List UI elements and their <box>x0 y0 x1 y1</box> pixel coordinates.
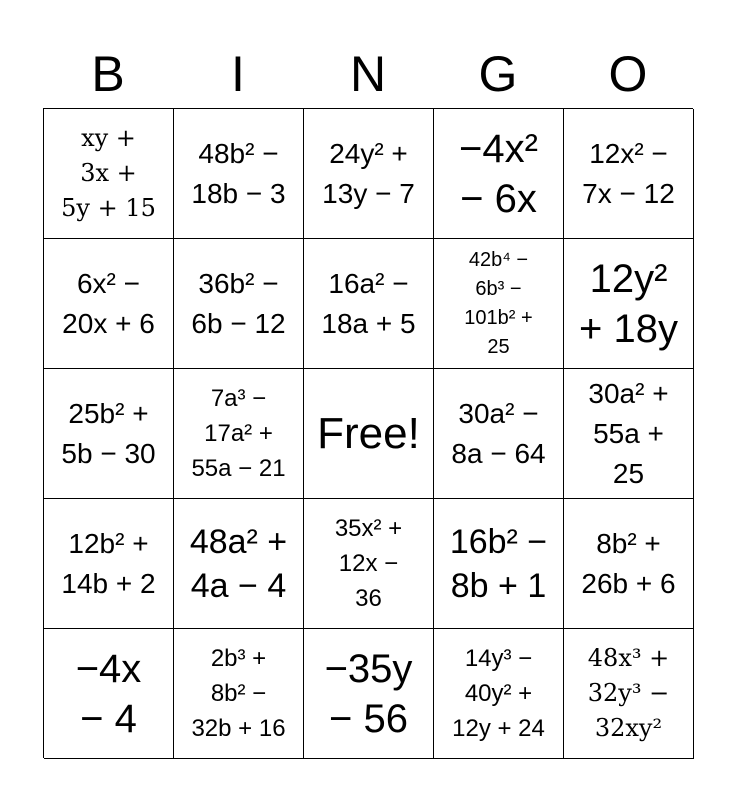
bingo-cell-free[interactable] <box>304 369 434 499</box>
bingo-cell-r3c1[interactable] <box>44 369 174 499</box>
header-letter-o: O <box>608 46 648 102</box>
bingo-cell-r2c4[interactable] <box>434 239 564 369</box>
cell-expression: −4x² − 6x <box>459 126 538 221</box>
bingo-cell-r4c1[interactable] <box>44 499 174 629</box>
header-letter-g: G <box>478 46 518 102</box>
cell-expression: −4x − 4 <box>75 646 142 741</box>
bingo-cell-r3c5[interactable] <box>564 369 694 499</box>
bingo-cell-r2c2[interactable] <box>174 239 304 369</box>
cell-expression: 16b² − 8b + 1 <box>449 522 548 605</box>
cell-expression: 8b² + 26b + 6 <box>581 527 676 599</box>
header-letter-b: B <box>91 46 125 102</box>
cell-expression: 42b⁴ − 6b³ − 101b² + 25 <box>464 248 533 358</box>
cell-expression: 48a² + 4a − 4 <box>189 522 288 605</box>
cell-expression: 6x² − 20x + 6 <box>62 267 155 339</box>
bingo-header <box>43 40 693 108</box>
bingo-cell-r4c3[interactable] <box>304 499 434 629</box>
free-space-label: Free! <box>317 408 420 458</box>
bingo-cell-r5c2[interactable] <box>174 629 304 759</box>
cell-expression: 12b² + 14b + 2 <box>61 527 156 599</box>
cell-expression: 25b² + 5b − 30 <box>61 397 156 469</box>
bingo-cell-r4c5[interactable] <box>564 499 694 629</box>
bingo-cell-r5c3[interactable] <box>304 629 434 759</box>
cell-expression: 48b² − 18b − 3 <box>191 137 286 209</box>
bingo-cell-r5c5[interactable] <box>564 629 694 759</box>
bingo-cell-r1c1[interactable] <box>44 109 174 239</box>
bingo-cell-r4c2[interactable] <box>174 499 304 629</box>
cell-expression: 30a² + 55a + 25 <box>588 377 669 489</box>
header-letter-i: I <box>231 46 245 102</box>
bingo-cell-r2c3[interactable] <box>304 239 434 369</box>
cell-expression: 30a² − 8a − 64 <box>451 397 546 469</box>
bingo-cell-r3c2[interactable] <box>174 369 304 499</box>
cell-expression: 12x² − 7x − 12 <box>582 137 675 209</box>
bingo-cell-r1c3[interactable] <box>304 109 434 239</box>
bingo-cell-r1c4[interactable] <box>434 109 564 239</box>
bingo-cell-r5c4[interactable] <box>434 629 564 759</box>
cell-expression: 35x² + 12x − 36 <box>334 515 403 612</box>
header-letter-n: N <box>349 46 387 102</box>
bingo-cell-r4c4[interactable] <box>434 499 564 629</box>
cell-expression: 36b² − 6b − 12 <box>191 267 286 339</box>
bingo-cell-r2c1[interactable] <box>44 239 174 369</box>
cell-expression: 24y² + 13y − 7 <box>322 137 415 209</box>
bingo-cell-r1c2[interactable] <box>174 109 304 239</box>
cell-expression: 12y² + 18y <box>579 256 678 351</box>
bingo-cell-r5c1[interactable] <box>44 629 174 759</box>
cell-expression: 48x³ + 32y³ − 32xy² <box>587 644 670 742</box>
cell-expression: 16a² − 18a + 5 <box>321 267 416 339</box>
cell-expression: −35y − 56 <box>324 646 413 741</box>
cell-expression: 2b³ + 8b² − 32b + 16 <box>191 645 286 742</box>
bingo-cell-r2c5[interactable] <box>564 239 694 369</box>
bingo-board <box>43 108 693 758</box>
cell-expression: 14y³ − 40y² + 12y + 24 <box>452 645 545 742</box>
cell-expression: xy + 3x + 5y + 15 <box>61 124 156 222</box>
bingo-cell-r3c4[interactable] <box>434 369 564 499</box>
cell-expression: 7a³ − 17a² + 55a − 21 <box>191 385 286 482</box>
bingo-cell-r1c5[interactable] <box>564 109 694 239</box>
